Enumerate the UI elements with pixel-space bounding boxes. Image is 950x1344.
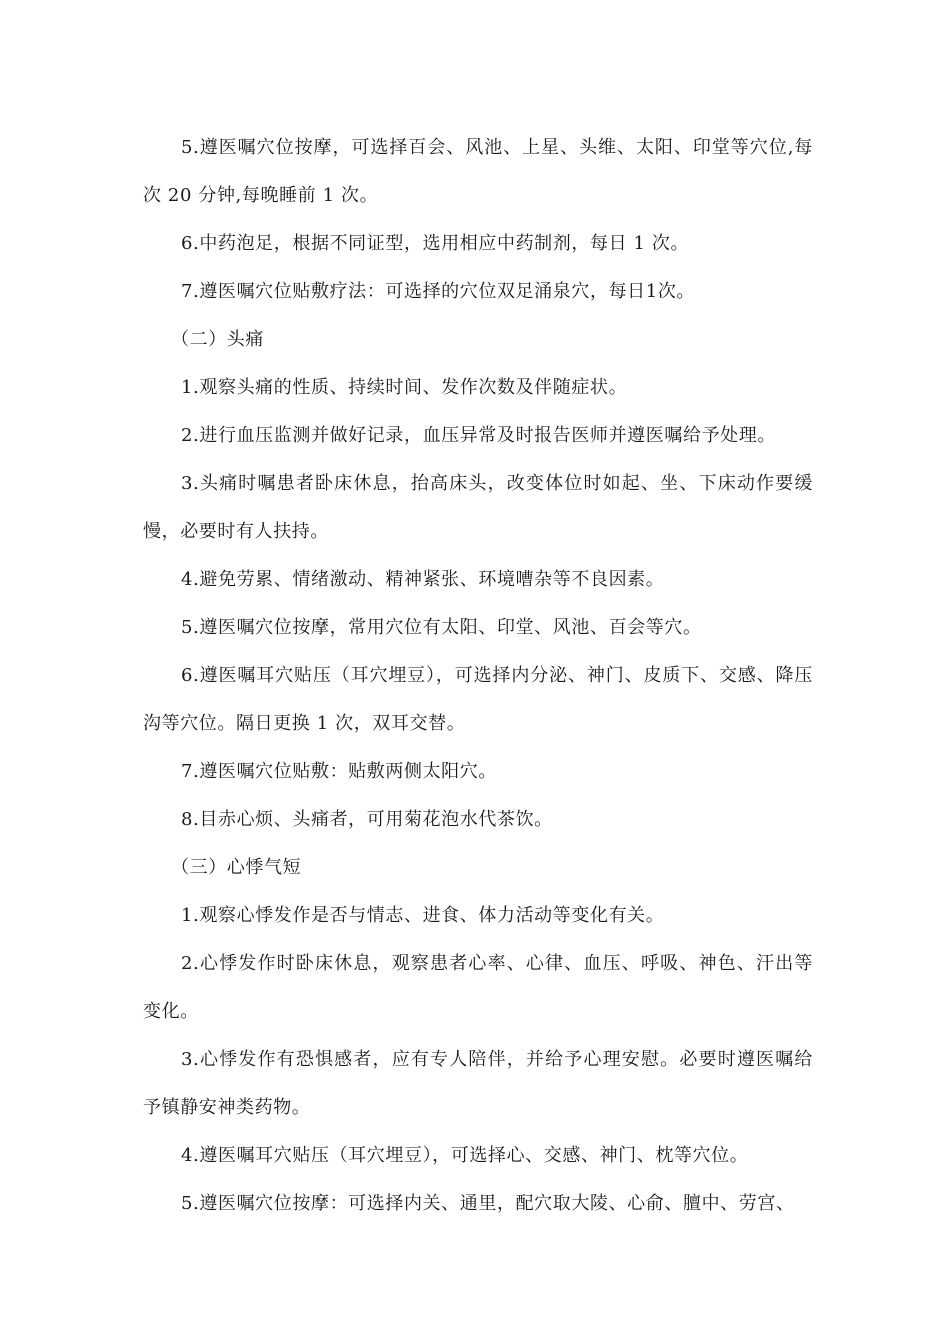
paragraph: 3.心悸发作有恐惧感者，应有专人陪伴，并给予心理安慰。必要时遵医嘱给予镇静安神类药物。 — [143, 1049, 813, 1118]
paragraph: 5.遵医嘱穴位按摩，可选择百会、风池、上星、头维、太阳、印堂等穴位,每次 20 分钟,每晚睡前 1 次。 — [143, 137, 813, 206]
paragraph: 1.观察心悸发作是否与情志、进食、体力活动等变化有关。 — [181, 905, 665, 926]
paragraph: 1.观察头痛的性质、持续时间、发作次数及伴随症状。 — [181, 377, 628, 398]
paragraph: 2.心悸发作时卧床休息，观察患者心率、心律、血压、呼吸、神色、汗出等变化。 — [143, 953, 813, 1022]
paragraph: 7.遵医嘱穴位贴敷疗法：可选择的穴位双足涌泉穴，每日1次。 — [181, 281, 696, 302]
paragraph: 4.避免劳累、情绪激动、精神紧张、环境嘈杂等不良因素。 — [181, 569, 665, 590]
paragraph: 8.目赤心烦、头痛者，可用菊花泡水代茶饮。 — [181, 809, 553, 830]
section-heading: （二）头痛 — [171, 329, 264, 350]
document-body — [143, 124, 813, 1228]
paragraph: 6.遵医嘱耳穴贴压（耳穴埋豆），可选择内分泌、神门、皮质下、交感、降压沟等穴位。隔日更换 1 次，双耳交替。 — [143, 665, 813, 734]
paragraph: 3.头痛时嘱患者卧床休息，抬高床头，改变体位时如起、坐、下床动作要缓慢，必要时有人扶持。 — [143, 473, 813, 542]
paragraph: 2.进行血压监测并做好记录，血压异常及时报告医师并遵医嘱给予处理。 — [181, 425, 776, 446]
paragraph: 5.遵医嘱穴位按摩，常用穴位有太阳、印堂、风池、百会等穴。 — [181, 617, 702, 638]
paragraph: 7.遵医嘱穴位贴敷：贴敷两侧太阳穴。 — [181, 761, 497, 782]
section-heading: （三）心悸气短 — [171, 857, 302, 878]
paragraph: 6.中药泡足，根据不同证型，选用相应中药制剂，每日 1 次。 — [181, 233, 690, 254]
paragraph: 5.遵医嘱穴位按摩：可选择内关、通里，配穴取大陵、心俞、膻中、劳宫、 — [181, 1193, 795, 1214]
paragraph: 4.遵医嘱耳穴贴压（耳穴埋豆），可选择心、交感、神门、枕等穴位。 — [181, 1145, 749, 1166]
